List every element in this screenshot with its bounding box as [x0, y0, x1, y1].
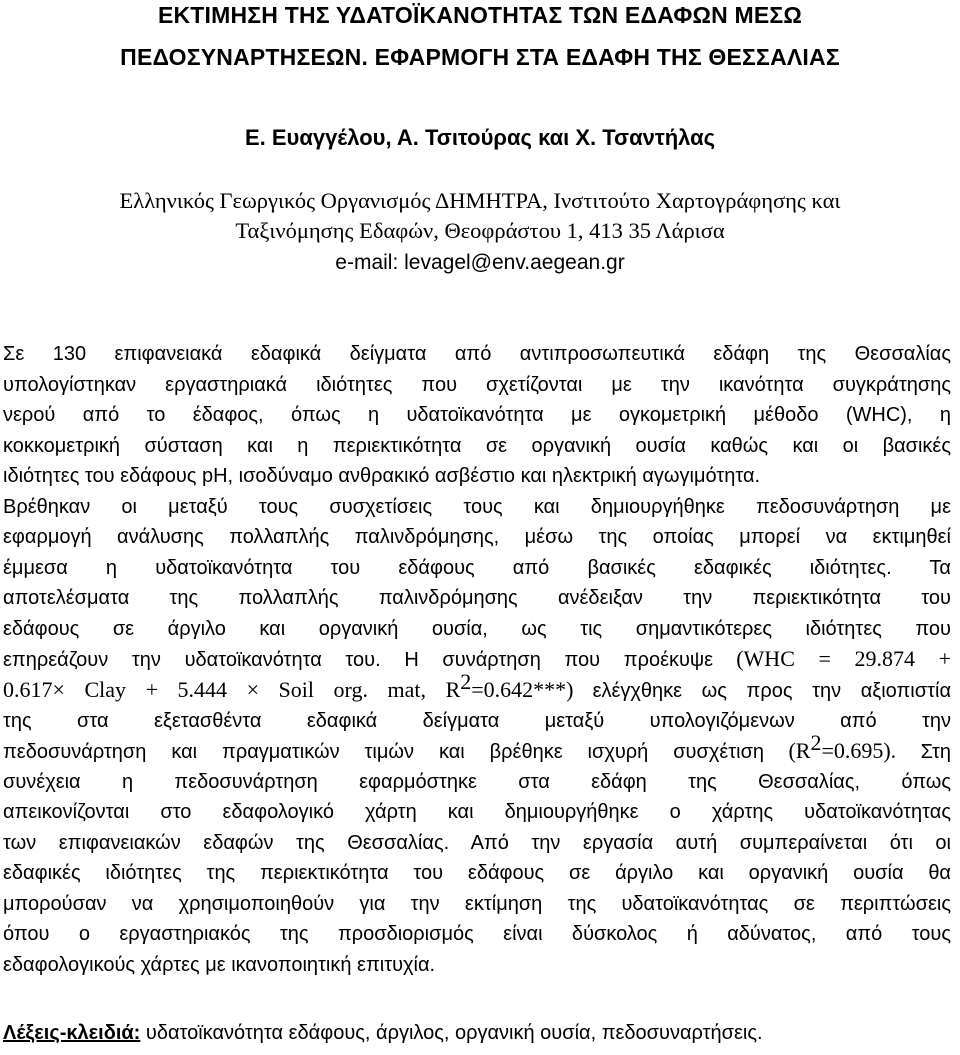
abstract-line: αποτελέσματα της πολλαπλής παλινδρόμησης ανέδειξαν την περιεκτικότητα του	[3, 587, 951, 610]
abstract-line: έμμεσα η υδατοϊκανότητα του εδάφους από βασικές εδαφικές ιδιότητες. Τα	[3, 556, 951, 579]
keywords	[3, 1022, 953, 1045]
abstract-line	[3, 669, 952, 706]
abstract-line: όπου ο εργαστηριακός της προσδιορισμός είναι δύσκολος ή αδύνατος, από τους	[3, 923, 951, 946]
affiliation-line-1: Ελληνικός Γεωργικός Οργανισμός ΔΗΜΗΤΡΑ, Ινστιτούτο Χαρτογράφησης και	[119, 188, 841, 213]
authors: Ε. Ευαγγέλου, Α. Τσιτούρας και Χ. Τσαντήλας	[244, 125, 716, 150]
abstract-line: της στα εξετασθέντα εδαφικά δείγματα μεταξύ υπολογιζόμενων από την	[3, 709, 951, 732]
equation-text: 0.617× Clay + 5.444 × Soil org. mat, R	[3, 677, 461, 703]
title-line-1: ΕΚΤΙΜΗΣΗ ΤΗΣ ΥΔΑΤΟΪΚΑΝΟΤΗΤΑΣ ΤΩΝ ΕΔΑΦΩΝ ΜΕΣΩ	[157, 2, 803, 28]
abstract-line: υπολογίστηκαν εργαστηριακά ιδιότητες που σχετίζονται με την ικανότητα συγκράτησης	[3, 373, 951, 396]
equation-superscript: 2	[460, 669, 472, 695]
abstract-line: νερού από το έδαφος, όπως η υδατοϊκανότητα με ογκομετρική μέθοδο (WHC), η	[3, 404, 951, 427]
abstract-line	[3, 644, 951, 675]
abstract-text: ελέγχθηκε ως προς την αξιοπιστία	[592, 680, 952, 703]
equation-text: (R	[788, 738, 811, 764]
title-line-2: ΠΕΔΟΣΥΝΑΡΤΗΣΕΩΝ. ΕΦΑΡΜΟΓΗ ΣΤΑ ΕΔΑΦΗ ΤΗΣ ΘΕΣΣΑΛΙΑΣ	[120, 44, 840, 70]
abstract-text: Στη	[920, 741, 952, 764]
equation-superscript: 2	[810, 730, 822, 756]
abstract-line: εφαρμογή ανάλυσης πολλαπλής παλινδρόμησης, μέσω της οποίας μπορεί να εκτιμηθεί	[3, 526, 951, 549]
abstract-line: εδαφικές ιδιότητες της περιεκτικότητα του εδάφους σε άργιλο και οργανική ουσία θα	[3, 862, 951, 885]
abstract-line: εδαφολογικούς χάρτες με ικανοποιητική επιτυχία.	[3, 953, 436, 976]
abstract-line: Βρέθηκαν οι μεταξύ τους συσχετίσεις τους και δημιουργήθηκε πεδοσυνάρτηση με	[3, 495, 951, 518]
abstract-line: κοκκομετρική σύσταση και η περιεκτικότητα σε οργανική ουσία καθώς και οι βασικές	[3, 434, 951, 457]
equation-text: (WHC = 29.874 +	[736, 646, 952, 672]
abstract-line: απεικονίζονται στο εδαφολογικό χάρτη και δημιουργήθηκε ο χάρτης υδατοϊκανότητας	[3, 801, 951, 824]
abstract-text: επηρεάζουν την υδατοϊκανότητα του. Η συνάρτηση που προέκυψε	[3, 649, 714, 672]
abstract-line: Σε 130 επιφανειακά εδαφικά δείγματα από αντιπροσωπευτικά εδάφη της Θεσσαλίας	[3, 343, 951, 365]
abstract-text: πεδοσυνάρτηση και πραγματικών τιμών και βρέθηκε ισχυρή συσχέτιση	[3, 741, 765, 764]
keywords-text: υδατοϊκανότητα εδάφους, άργιλος, οργανική ουσία, πεδοσυναρτήσεις.	[140, 1022, 763, 1044]
abstract-line: μπορούσαν να χρησιμοποιηθούν για την εκτίμηση της υδατοϊκανότητας σε περιπτώσεις	[3, 892, 951, 915]
equation-text: =0.695).	[821, 738, 897, 764]
abstract-line: ιδιότητες του εδάφους pH, ισοδύναμο ανθρακικό ασβέστιο και ηλεκτρική αγωγιμότητα.	[3, 465, 761, 488]
abstract-line: συνέχεια η πεδοσυνάρτηση εφαρμόστηκε στα εδάφη της Θεσσαλίας, όπως	[3, 770, 951, 793]
abstract-line	[3, 730, 952, 767]
affiliation-line-2: Ταξινόμησης Εδαφών, Θεοφράστου 1, 413 35 Λάρισα	[235, 218, 725, 243]
equation-text: =0.642***)	[471, 677, 574, 703]
abstract-line: των επιφανειακών εδαφών της Θεσσαλίας. Από την εργασία αυτή συμπεραίνεται ότι οι	[3, 831, 951, 854]
abstract	[3, 339, 951, 980]
affiliation-email: e-mail: levagel@env.aegean.gr	[335, 251, 625, 274]
keywords-label: Λέξεις-κλειδιά:	[3, 1022, 141, 1044]
abstract-line: εδάφους σε άργιλο και οργανική ουσία, ως τις σημαντικότερες ιδιότητες που	[3, 617, 951, 640]
